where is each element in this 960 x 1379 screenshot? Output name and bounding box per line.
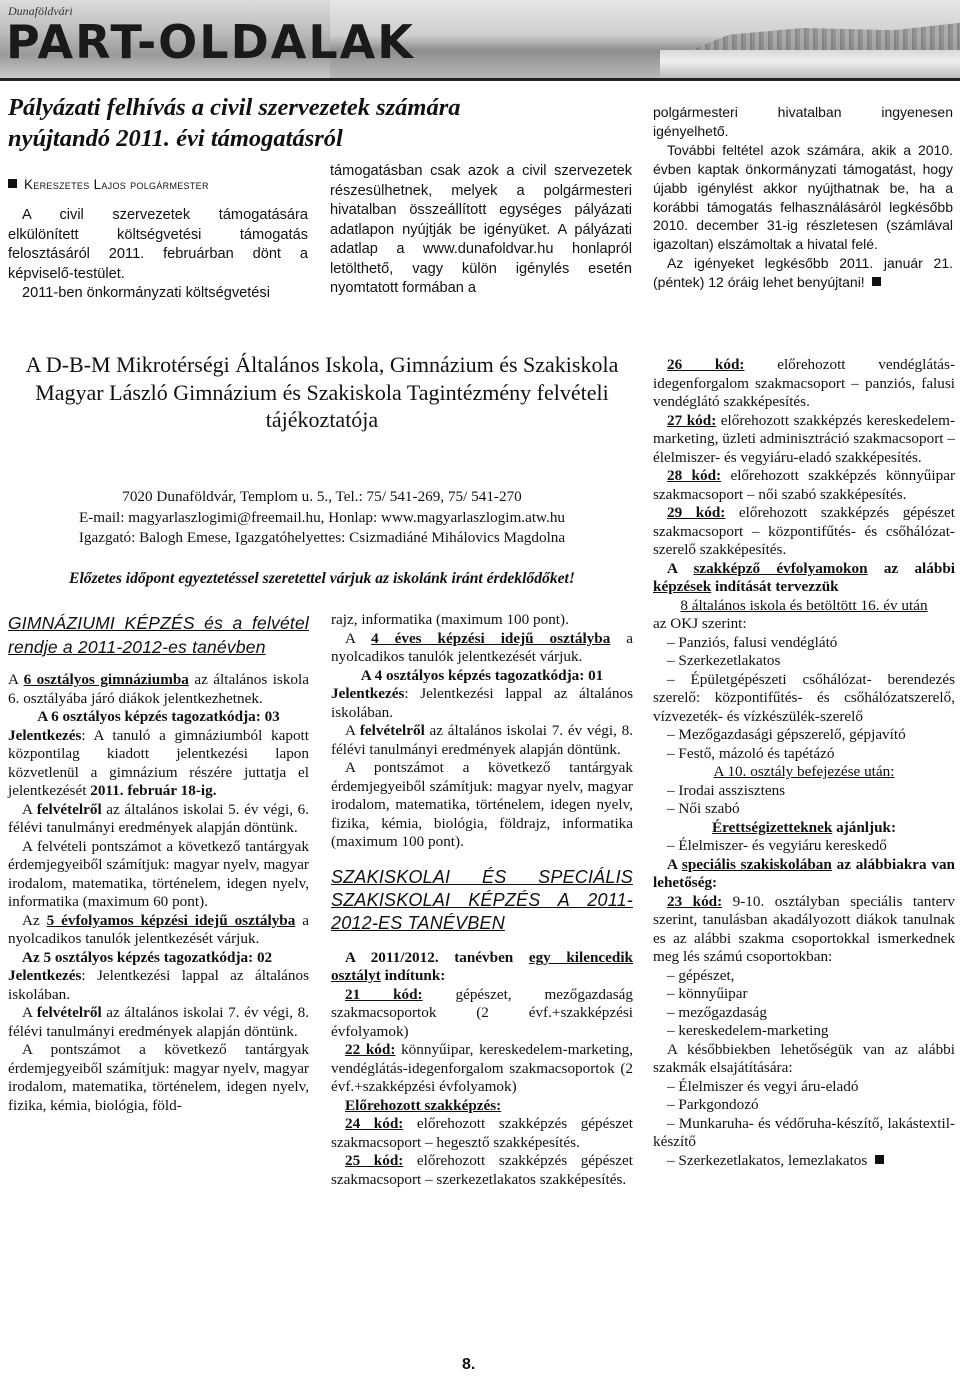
text: az általános iskolai 7. év végi, 8. félévi tanulmányi eredmények alapján döntünk. [331, 722, 633, 758]
text: előrehozott szakképzés kereskedelem-marketing, üzleti adminisztráció szakmacsoport – élelmiszer- és vegyiáru-eladó szakképesítés. [653, 411, 956, 466]
masthead-rule [0, 78, 960, 81]
gimnazium-column [8, 611, 309, 1115]
text: A [8, 671, 24, 688]
class-type: 4 éves képzési idejű osztályba [371, 629, 611, 647]
condition [653, 597, 955, 616]
text: indítunk: [380, 967, 446, 984]
code-line [8, 708, 309, 727]
list-item: – Festő, mázoló és tapétázó [667, 744, 835, 762]
paragraph [331, 722, 633, 759]
paragraph [8, 671, 309, 708]
article-paragraph: További feltétel azok számára, akik a 2010. évben kaptak önkormányzati támogatást, hogy újabb igénylést akkor nyújthatnak be, ha a korábbi támogatás felhasználásáról legkésőbb 2010. december 31-ig részletesen (számlával igazoltan) elszámoltak a hivatal felé. [653, 141, 953, 253]
paragraph [8, 912, 309, 949]
list-item: – Parkgondozó [667, 1096, 759, 1113]
text: előrehozott vendéglátás-idegenforgalom szakmacsoport – panziós, falusi vendéglátó szakképesítés. [653, 356, 955, 410]
text: előrehozott szakképzés gépészet szakmacsoport – hegesztő szakképesítés. [331, 1115, 633, 1151]
class-type: 5 évfolyamos képzési idejű osztályba [46, 911, 296, 929]
text: A 2011/2012. tanévben [345, 948, 529, 966]
elorehozott-label: Előrehozott szakképzés: [345, 1096, 502, 1114]
text: a nyolcadikos tanulók jelentkezését várjuk. [331, 629, 633, 665]
code-26: 26 kód: [667, 356, 745, 373]
school-title-line: A D-B-M Mikrotérségi Általános Iskola, Gimnázium és Szakiskola [25, 352, 619, 377]
code-paragraph [331, 1152, 633, 1189]
paragraph [8, 801, 309, 838]
text: A [345, 629, 372, 647]
article-paragraph [653, 254, 953, 292]
text: könnyűipar, kereskedelem-marketing, vendéglátás-idegenforgalom szakmacsoportok (2 évf.+szakképzési évfolyamok) [331, 1041, 634, 1095]
code-paragraph [331, 1041, 633, 1097]
school-director: Igazgató: Balogh Emese, Igazgatóhelyettes: Csizmadiáné Mihálovics Magdolna [78, 529, 566, 546]
class-type: 6 osztályos gimnáziumba [23, 671, 189, 688]
school-title-line: Magyar László Gimnázium és Szakiskola Tagintézmény felvételi tájékoztatója [35, 379, 609, 432]
evfolyam-label: szakképző évfolyamokon [693, 559, 868, 577]
page-number: 8. [462, 1356, 476, 1373]
middle-column [331, 611, 633, 1189]
text: A [22, 800, 37, 818]
text: a nyolcadikos tanulók jelentkezését várjuk. [8, 911, 309, 947]
szakiskola-heading: SZAKISKOLAI ÉS SPECIÁLIS SZAKISKOLAI KÉPZÉS A 2011-2012-ES TANÉVBEN [331, 866, 633, 933]
text: A [345, 722, 360, 739]
text: – Szerkezetlakatos, lemezlakatos [667, 1151, 868, 1169]
article-title: Pályázati felhívás a civil szervezetek számára nyújtandó 2011. évi támogatásról [8, 94, 461, 152]
list-item: – gépészet, [667, 966, 735, 984]
label: Jelentkezés [331, 685, 405, 702]
article-paragraph: 2011-ben önkormányzati költségvetési [22, 285, 270, 301]
text: előrehozott szakképzés gépészet szakmacsoport – szerkezetlakatos szakképesítés. [331, 1152, 633, 1188]
masthead-subtitle: Dunaföldvári [8, 4, 73, 18]
text: : Jelentkezési lappal az általános iskolában. [331, 685, 633, 721]
masthead-title: PART-OLDALAK [6, 15, 415, 69]
text: indítását tervezzük [711, 578, 839, 595]
text: előrehozott szakképzés gépészet szakmacsoport – központifűtés- és csőhálózat-szerelő szakképesítés. [653, 504, 955, 558]
end-square-icon [872, 277, 881, 286]
school-address: 7020 Dunaföldvár, Templom u. 5., Tel.: 75/ 541-269, 75/ 541-270 [122, 488, 522, 505]
code-23: 23 kód: [667, 892, 723, 910]
label: Jelentkezés [8, 726, 82, 744]
masthead [0, 0, 960, 78]
text: az általános iskolai 5. év végi, 6. félévi tanulmányi eredmények alapján döntünk. [8, 800, 309, 836]
text: A [667, 855, 682, 873]
invite-line: Előzetes időpont egyeztetéssel szeretettel várjuk az iskolánk iránt érdeklődőket! [69, 570, 575, 587]
paragraph [331, 630, 633, 667]
list-item: – Női szabó [667, 800, 740, 817]
label: felvételről [359, 722, 425, 739]
condition-text: A 10. osztály befejezése után: [713, 763, 895, 780]
code-28: 28 kód: [667, 467, 722, 484]
paragraph [331, 949, 633, 986]
text: : A tanuló a gimnáziumból kapott központilag kiadott jelentkezési lapon közvetlenül a gimnázium részére juttatja el jelentkezését [8, 726, 309, 799]
paragraph: A pontszámot a következő tantárgyak érdemjegyeiből számítjuk: magyar nyelv, magyar irodalom, matematika, történelem, idegen nyelv, fizika, kémia, biológia, földrajz, informatika (maximum 100 pont). [331, 759, 633, 850]
text: ajánljuk: [832, 818, 897, 836]
text: az általános iskola 6. osztályába járó diákok jelentkezhetnek. [8, 671, 309, 707]
code-21: 21 kód: [345, 985, 423, 1003]
list-item: – Panziós, falusi vendéglátó [667, 633, 838, 651]
list-item: – mezőgazdaság [667, 1003, 767, 1021]
code-4: A 4 osztályos képzés tagozatkódja: 01 [360, 666, 604, 684]
code-paragraph [653, 356, 955, 412]
text: Az [22, 911, 47, 929]
code-paragraph [653, 504, 955, 560]
list-item: – könnyűipar [667, 985, 748, 1002]
article-paragraph: A civil szervezetek támogatására elkülönített költségvetési támogatás felosztásáról 2011. februárban dönt a képviselő-testület. [8, 207, 308, 282]
paragraph: A pontszámot a következő tantárgyak érdemjegyeiből számítjuk: magyar nyelv, magyar irodalom, matematika, történelem, idegen nyelv, fizika, kémia, biológia, föld- [8, 1041, 309, 1114]
code-paragraph [653, 412, 955, 468]
code-29: 29 kód: [667, 504, 726, 521]
masthead-hills [680, 10, 960, 55]
paragraph: az OKJ szerint: [653, 615, 747, 632]
condition-text: 8 általános iskola és betöltött 16. év után [680, 596, 928, 614]
masthead-photo [330, 0, 960, 78]
paragraph [8, 1004, 309, 1041]
text: az általános iskolai 7. év végi, 8. félévi tanulmányi eredmények alapján döntünk. [8, 1004, 309, 1040]
masthead-river [660, 50, 960, 78]
gimnazium-heading: GIMNÁZIUMI KÉPZÉS és a felvétel rendje a 2011-2012-es tanévben [8, 613, 309, 657]
paragraph: A felvételi pontszámot a következő tantárgyak érdemjegyeiből számítjuk: magyar nyelv, magyar irodalom, matematika, történelem, idegen nyelv, informatika (maximum 60 pont). [8, 837, 309, 910]
school-email: E-mail: magyarlaszlogimi@freemail.hu, Honlap: www.magyarlaszlogim.atw.hu [78, 508, 566, 526]
school-contact [8, 487, 636, 549]
deadline-date: 2011. február 18-ig. [90, 782, 217, 799]
code-6: A 6 osztályos képzés tagozatkódja: 03 [37, 708, 280, 725]
list-item: – kereskedelem-marketing [667, 1022, 829, 1039]
text: A [22, 1004, 37, 1021]
deadline-text: Az igényeket legkésőbb 2011. január 21. (péntek) 12 óráig lehet benyújtani! [653, 255, 953, 291]
list-item: – Élelmiszer- és vegyiáru kereskedő [667, 837, 887, 854]
text: gépészet, mezőgazdaság szakmacsoportok (2 évf.+szakképzési évfolyamok) [331, 985, 634, 1040]
kepzesek-label: képzések [653, 578, 712, 595]
code-paragraph [653, 467, 955, 504]
specialis-label: speciális szakiskolában [681, 855, 832, 873]
text: : Jelentkezési lappal az általános iskolában. [8, 967, 309, 1003]
code-5: Az 5 osztályos képzés tagozatkódja: 02 [22, 948, 273, 966]
label: Jelentkezés [8, 967, 82, 984]
paragraph [8, 727, 309, 801]
list-item: – Élelmiszer és vegyi áru-eladó [667, 1077, 859, 1095]
condition [653, 819, 955, 838]
list-item [653, 1152, 955, 1171]
code-24: 24 kód: [345, 1115, 404, 1132]
article-author [8, 177, 308, 192]
label: felvételről [36, 800, 102, 818]
paragraph: rajz, informatika (maximum 100 pont). [331, 611, 569, 628]
end-square-icon [875, 1155, 884, 1164]
school-title [8, 351, 636, 434]
list-item: – Mezőgazdasági gépszerelő, gépjavító [667, 726, 906, 743]
subheading [331, 1097, 633, 1116]
text: 9-10. osztályban speciális tanterv szerint, tanulásban akadályozott diákok tanulnak es az alábbi szakma csoportokkal ismerkednek meg lés számú csoportokban: [653, 892, 956, 965]
text: az alábbi [867, 559, 955, 577]
code-paragraph [653, 893, 955, 967]
list-item: – Szerkezetlakatos [667, 652, 781, 669]
article-column-2 [330, 162, 632, 299]
bullet-square-icon [8, 179, 17, 188]
text: A [667, 559, 694, 577]
right-column [653, 356, 955, 1170]
condition [653, 763, 955, 782]
class-type: egy kilencedik osztályt [331, 948, 633, 984]
erettsegi-label: Érettségizetteknek [711, 818, 833, 836]
list-item: – Munkaruha- és védőruha-készítő, lakástextil-készítő [653, 1114, 955, 1150]
paragraph: A későbbiekben lehetőségük van az alábbi szakmák elsajátítására: [653, 1040, 955, 1076]
paragraph [8, 967, 309, 1004]
paragraph [653, 856, 955, 893]
code-22: 22 kód: [345, 1041, 396, 1058]
code-paragraph [331, 1115, 633, 1152]
text: előrehozott szakképzés könnyűipar szakmacsoport – női szabó szakképesítés. [653, 467, 956, 503]
label: felvételről [36, 1004, 102, 1021]
code-paragraph [331, 986, 633, 1042]
code-line [8, 949, 309, 968]
author-name: Kereszetes Lajos polgármester [24, 177, 209, 192]
article-paragraph: támogatásban csak azok a civil szervezetek részesülhetnek, melyek a polgármesteri hivatalban összeállított egységes pályázati adatlapon nyújtják be igényüket. A pályázati adatlap a www.dunafoldvar.hu honlapról letölthető, vagy külön igénylés esetén nyomtatott formában a [330, 163, 632, 296]
code-25: 25 kód: [345, 1152, 404, 1169]
text: az alábbiakra van lehetőség: [653, 855, 955, 891]
list-item: – Irodai asszisztens [667, 781, 786, 799]
paragraph [653, 560, 955, 597]
code-27: 27 kód: [667, 411, 717, 429]
article-column-1 [8, 206, 308, 304]
article-column-3 [653, 103, 953, 292]
list-item: – Épületgépészeti csőhálózat- berendezés szerelő: központifűtés- és csőhálózatszerelő, vízvezeték- és vízkészülék-szerelő [653, 670, 955, 725]
paragraph [331, 685, 633, 722]
code-line [331, 667, 633, 686]
article-paragraph: polgármesteri hivatalban ingyenesen igényelhető. [653, 104, 953, 139]
